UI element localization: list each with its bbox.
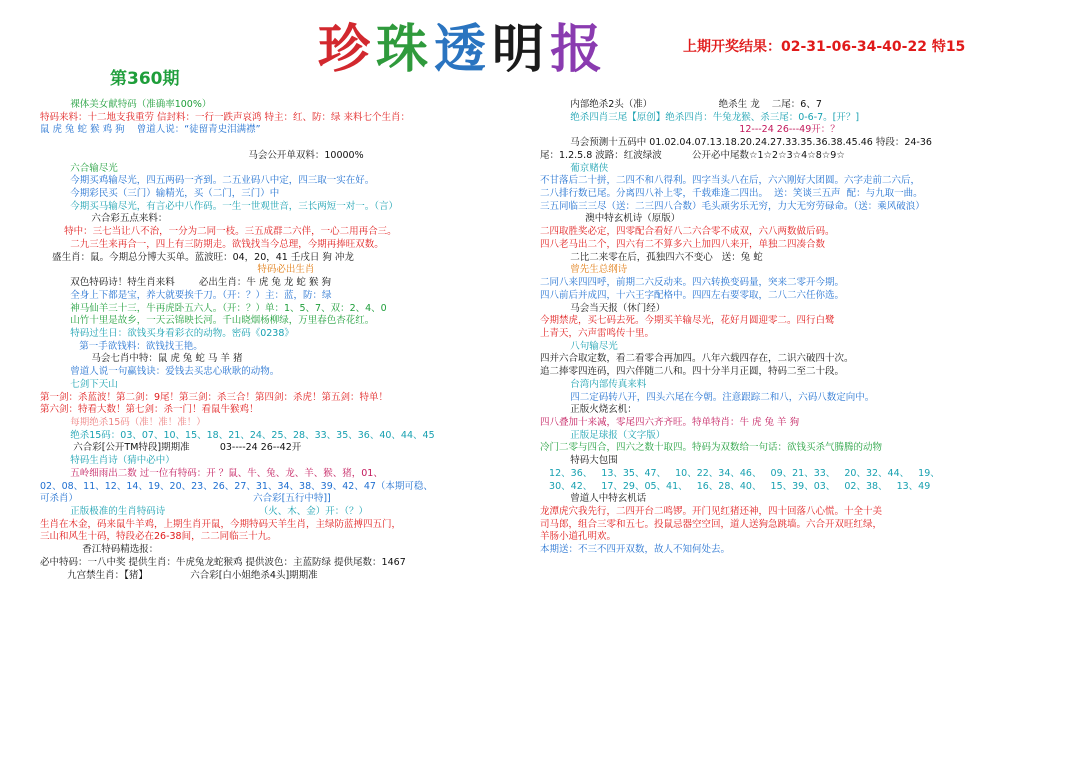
- text-line: 绝杀四肖三尾【原创】绝杀四肖：牛兔龙猴、杀三尾：0-6-7。[开？]: [540, 111, 860, 123]
- text-line: 六合彩[公开TM特段]期期准 03----24 26--42开: [40, 442, 302, 454]
- title-char-4: 明: [492, 20, 551, 80]
- text-line: 第一手欲钱料：欲钱找王艳。: [40, 340, 203, 352]
- title-char-3: 透: [434, 20, 493, 80]
- text-line: 曾道人说一句赢钱诀：爱钱去买忠心耿耿的动物。: [40, 366, 280, 378]
- issue-number: 第360期: [110, 69, 180, 89]
- text-line: 六合彩五点来料：: [40, 213, 168, 225]
- text-line: 可杀肖） 六合彩[五行中特]]: [40, 493, 331, 505]
- text-line: 全身上下都是宝，养大就要挨千刀。（开：？）主：蓝，防：绿: [40, 289, 332, 301]
- text-line: 四并六合取定数，看二看零合再加四。八年六载四存在，二识六破四十次。: [540, 353, 854, 365]
- text-line: 三山和风生十码，特段必在26-38间，二二同临三十九。: [40, 531, 277, 543]
- title-char-5: 报: [550, 20, 609, 80]
- text-line: 香江特码精选报：: [40, 544, 159, 556]
- text-line: 台湾内部传真来料: [540, 378, 647, 390]
- text-line: 曾先生总纲诗: [540, 264, 628, 276]
- text-line: 马会预测十五码中 01.02.04.07.13.18.20.24.27.33.35.36.38.45.46 特段：24-36: [540, 137, 932, 149]
- text-line: 曾道人中特玄机话: [540, 493, 647, 505]
- text-line: 二同八来四四呼，前期二六反动来。四六转换变码量，突来二零开今期。: [540, 277, 845, 289]
- text-line: 山竹十里是故乡，一天云锦映长河。千山晓烟杨柳绿，万里春色杏花红。: [40, 315, 375, 327]
- text-line: 三五同临三三尽（送：二三四八合数）毛头顽劣乐无穷，力大无穷劳碌命。（送：乘风破浪）: [540, 200, 925, 212]
- text-line: 正版极准的生肖特码诗 （火、木、金）开：（？）: [40, 506, 369, 517]
- text-line: 必中特码：一八中奖 提供生肖：牛虎兔龙蛇猴鸡 提供波色：主蓝防绿 提供尾数：1467: [40, 556, 406, 568]
- text-line: 每期绝杀15码（准！准！准！）: [40, 416, 206, 428]
- title-char-1: 珍: [318, 20, 377, 80]
- text-line: 冷门二零与四合，四六之数十取四。特码为双数给一句话：欲钱买杀气腾腾的动物: [540, 442, 883, 454]
- text-line: 12、36、 13、35、47、 10、22、34、46、 09、21、33、 20、32、44、 19、: [540, 467, 940, 479]
- text-line: 神马仙羊三十三，牛再虎卧五六人。（开：？）单：1、5、7、双：2、4、0: [40, 302, 387, 314]
- text-line: 马会公开单双料：10000%: [40, 149, 364, 161]
- text-line: 特码过生日：欲钱买身看彩衣的动物。密码《0238》: [40, 327, 294, 339]
- text-line: 内部绝杀2头（准） 绝杀生 龙 二尾：6、7: [540, 99, 822, 110]
- text-line: 追二捧零四连码，四六伴随二八和。四十分半月正圆，特码二至二十段。: [540, 366, 845, 378]
- text-line: 生肖在木金，码来鼠牛羊鸡，上期生肖开鼠，今期特码天羊生肖，主绿防蓝搏四五门，: [40, 518, 402, 530]
- text-line: 二八排行数已尾。分离四八补上零，千载难逢二四出。 送：笑谈三五声 配：与九取一曲。: [540, 188, 923, 200]
- text-line: 02、08、11、12、14、19、20、23、26、27、31、34、38、39、42、47（本期可稳、: [40, 480, 433, 492]
- text-line: 上青天，六声雷鸣传十里。: [540, 327, 655, 339]
- text-line: 今期禁虎，买七码去死。今期买羊输尽光，花好月圆迎零二。四行白鹭: [540, 315, 835, 327]
- title-char-2: 珠: [376, 20, 435, 80]
- text-line: 六合输尽光: [40, 162, 118, 174]
- text-line: 四八叠加十来减，零尾四六齐齐旺。特单特肖：牛 虎 兔 羊 狗: [540, 416, 800, 428]
- text-line: 今期彩民买（三门）输精光，买（二门，三门）中: [40, 188, 280, 200]
- text-line: 羊肠小道孔明欢。: [540, 531, 617, 543]
- text-line: 裸体美女献特码（准确率100%）: [40, 99, 212, 110]
- text-line: 特码生肖诗（猜中必中）: [40, 455, 175, 467]
- last-draw-result: 上期开奖结果：02-31-06-34-40-22 特15: [683, 39, 966, 55]
- text-line: 七剑下天山: [40, 378, 118, 390]
- text-line: 四二定码转八开，四头六尾在今朝。注意跟踪二和八，六码八数定向中。: [540, 391, 875, 403]
- text-line: 尾：1.2.5.8 波路：红波绿波 公开必中尾数☆1☆2☆3☆4☆8☆9☆: [540, 149, 845, 161]
- text-line: 30、42、 17、29、05、41、 16、28、40、 15、39、03、 02、38、 13、49: [540, 480, 931, 492]
- text-line: 马会当天报（休门经）: [540, 302, 666, 314]
- text-line: 不甘落后二十拼，二四不和八得利。四字当头八在后，六六刚好大团圆。六字走前二六后，: [540, 175, 921, 187]
- text-line: 二比二来零在后，孤独四六不变心 送：兔 蛇: [540, 251, 763, 263]
- right-column: [540, 99, 1068, 557]
- text-line: 司马郎，组合三零和五七。投鼠忌器空空回，道人送狗急跳墙。六合开双旺红绿，: [540, 518, 883, 530]
- text-line: 四八老马出二个，四六有二不算多六上加四八来开，单独二四凑合数: [540, 238, 826, 250]
- left-column: [40, 99, 532, 582]
- text-line: 盛生肖：鼠。今期总分博大买单。蓝波旺：04，20，41 壬戌日 狗 冲龙: [40, 251, 354, 263]
- text-line: 绝杀15码：03、07、10、15、18、21、24、25、28、33、35、36、40、44、45: [40, 429, 435, 441]
- text-line: 澳中特玄机诗（原版）: [540, 213, 681, 225]
- text-line: 四八前后并成四，十六王字配格中。四四左右要零取，二八二六任你选。: [540, 289, 845, 301]
- text-line: 马会七肖中特：鼠 虎 兔 蛇 马 羊 猪: [40, 353, 243, 365]
- text-line: 葡京赌侠: [540, 162, 609, 174]
- text-line: 龙潭虎穴我先行，二四开台二鸣锣。开门见红猪还神，四十回落八心慌。十全十美: [540, 506, 883, 517]
- text-line: 今期买马输尽光，有言必中八作码。一生一世观世音，三长两短一对一。（言）: [40, 200, 398, 212]
- newspaper-title: [318, 20, 609, 80]
- text-line: 正版火烧玄机：: [540, 404, 637, 416]
- text-line: 双色特码诗！特生肖来料 必出生肖：牛 虎 兔 龙 蛇 猴 狗: [40, 277, 331, 289]
- text-line: 特码必出生肖: [40, 264, 315, 276]
- text-line: 特码来料：十二地支我重劳 信封料：一行一跌声哀鸿 特主：红、防：绿 来料七个生肖：: [40, 111, 411, 123]
- text-line: 二四取胜奖必定，四零配合看好八二六合零不成双，六八两数做后码。: [540, 226, 835, 238]
- text-line: 正版足球报（文字版）: [540, 429, 666, 441]
- text-line: 鼠 虎 兔 蛇 猴 鸡 狗 曾道人说：“徒留青史泪满襟”: [40, 124, 261, 136]
- text-line: 第六剑：特看大数！第七剑：杀一门！看鼠牛猴鸡！: [40, 404, 259, 416]
- text-line: 第一剑：杀蓝波！第二剑：9尾！第三剑：杀三合！第四剑：杀虎！第五剑：特单！: [40, 391, 389, 403]
- text-line: 今期买鸡输尽光，四五两码一齐到。二五业码八中定，四三取一实在好。: [40, 175, 375, 187]
- text-line: 特码大包围: [540, 455, 618, 467]
- text-line: 12---24 26---49开：？: [540, 124, 840, 136]
- text-line: 本期送：不三不四开双数，故人不知何处去。: [540, 544, 731, 556]
- text-line: 五岭细雨出二数 过一位有特码：开 ？鼠、牛、兔、龙、羊、猴、猪，01、: [40, 467, 383, 479]
- text-line: 八句输尽光: [540, 340, 618, 352]
- text-line: 特中：三七当让八不治，一分为二同一枝。三五成群二六伴，一心二用再合三。: [40, 226, 397, 238]
- text-line: 二九三生来再合一，四上有三防期走。欲钱找当今总理，今期再捧旺双数。: [40, 238, 384, 250]
- text-line: [40, 137, 532, 150]
- text-line: 九宫禁生肖：【猪】 六合彩[白小姐绝杀4头]期期准: [40, 569, 318, 581]
